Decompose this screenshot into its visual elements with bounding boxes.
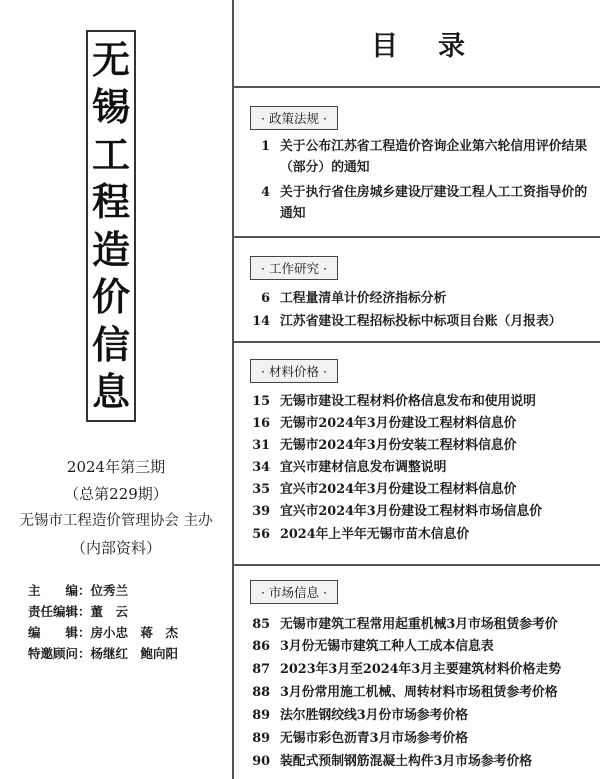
entry-title: 宜兴市建材信息发布调整说明 — [280, 460, 447, 475]
toc-entry[interactable] — [248, 435, 594, 456]
entry-title: 无锡市2024年3月份建设工程材料信息价 — [280, 416, 517, 431]
issue-info — [0, 454, 232, 562]
toc-entry[interactable] — [248, 659, 594, 680]
page-number: 89 — [252, 731, 270, 746]
page-number: 15 — [252, 394, 270, 409]
internal-note: （内部资料） — [70, 539, 161, 557]
entry-title: 2023年3月至2024年3月主要建筑材料价格走势 — [280, 662, 561, 677]
entry-title: 3月份无锡市建筑工种人工成本信息表 — [280, 639, 494, 654]
editor-role: 主 编： — [28, 583, 91, 598]
editorial-board — [28, 580, 228, 664]
page-number: 89 — [252, 708, 270, 723]
title-char: 锡 — [91, 84, 130, 130]
entry-title: 关于执行省住房城乡建设厅建设工程人工工资指导价的通知 — [280, 185, 588, 221]
total-issue: （总第229期） — [64, 485, 168, 503]
publication-title — [86, 30, 136, 422]
toc-section — [234, 343, 600, 566]
title-char: 造 — [91, 226, 130, 272]
toc-entry[interactable] — [248, 391, 594, 412]
entry-title: 无锡市彩色沥青3月市场参考价格 — [280, 731, 469, 746]
title-char: 价 — [91, 274, 130, 320]
toc-entry[interactable] — [248, 136, 594, 178]
toc-entry[interactable] — [248, 705, 594, 726]
table-of-contents — [232, 0, 600, 779]
toc-entry[interactable] — [248, 524, 594, 545]
editor-name: 杨继红 鲍向阳 — [90, 646, 179, 661]
entry-title: 装配式预制钢筋混凝土构件3月市场参考价格 — [280, 754, 533, 769]
toc-section — [234, 566, 600, 779]
title-char: 信 — [91, 321, 130, 367]
toc-entry[interactable] — [248, 311, 594, 332]
entry-title: 工程量清单计价经济指标分析 — [280, 291, 447, 306]
editor-name: 董 云 — [90, 604, 129, 619]
entry-title: 宜兴市2024年3月份建设工程材料市场信息价 — [280, 504, 543, 519]
issue-number: 2024年第三期 — [66, 458, 166, 476]
toc-entry[interactable] — [248, 636, 594, 657]
page-number: 85 — [252, 617, 270, 632]
publisher: 无锡市工程造价管理协会 主办 — [19, 513, 213, 529]
toc-entry[interactable] — [248, 413, 594, 434]
entry-title: 3月份常用施工机械、周转材料市场租赁参考价格 — [280, 685, 558, 700]
toc-entry[interactable] — [248, 501, 594, 522]
entry-title: 宜兴市2024年3月份建设工程材料信息价 — [280, 482, 517, 497]
section-header: · 政策法规 · — [250, 106, 338, 130]
title-char: 程 — [91, 179, 130, 225]
editor-role: 编 辑： — [28, 625, 91, 640]
toc-title: 目录 — [234, 0, 600, 88]
editor-row — [28, 622, 228, 643]
editor-row — [28, 601, 228, 622]
entry-title: 无锡市建设工程材料价格信息发布和使用说明 — [280, 394, 536, 409]
entry-title: 无锡市建筑工程常用起重机械3月市场租赁参考价 — [280, 617, 558, 632]
entry-title: 江苏省建设工程招标投标中标项目台账（月报表） — [280, 314, 562, 329]
section-header: · 市场信息 · — [250, 580, 338, 604]
page-number: 14 — [252, 314, 270, 329]
title-char: 工 — [91, 131, 130, 177]
toc-entry[interactable] — [248, 457, 594, 478]
section-header: · 工作研究 · — [250, 256, 338, 280]
toc-entry[interactable] — [248, 479, 594, 500]
page-number: 1 — [261, 139, 270, 154]
editor-role: 责任编辑： — [28, 604, 91, 619]
entry-title: 无锡市2024年3月份安装工程材料信息价 — [280, 438, 517, 453]
page-number: 39 — [252, 504, 270, 519]
toc-section — [234, 238, 600, 343]
page-number: 4 — [261, 185, 270, 200]
editor-role: 特邀顾问： — [28, 646, 91, 661]
page-number: 31 — [252, 438, 270, 453]
title-char: 无 — [91, 37, 130, 82]
toc-entry[interactable] — [248, 728, 594, 749]
editor-name: 位秀兰 — [90, 583, 129, 598]
entry-title: 法尔胜钢绞线3月份市场参考价格 — [280, 708, 469, 723]
page-number: 86 — [252, 639, 270, 654]
page-number: 87 — [252, 662, 270, 677]
cover-panel — [0, 0, 232, 779]
toc-entry[interactable] — [248, 614, 594, 635]
title-char: 息 — [91, 368, 130, 414]
entry-title: 2024年上半年无锡市苗木信息价 — [280, 527, 470, 542]
page-number: 34 — [252, 460, 270, 475]
toc-entry[interactable] — [248, 288, 594, 309]
page-number: 90 — [252, 754, 270, 769]
page-number: 88 — [252, 685, 270, 700]
toc-entry[interactable] — [248, 682, 594, 703]
page-number: 56 — [252, 527, 270, 542]
toc-entry[interactable] — [248, 182, 594, 224]
editor-row — [28, 580, 228, 601]
section-header: · 材料价格 · — [250, 359, 338, 383]
page-number: 16 — [252, 416, 270, 431]
toc-section — [234, 88, 600, 238]
page-number: 6 — [261, 291, 270, 306]
editor-row — [28, 643, 228, 664]
entry-title: 关于公布江苏省工程造价咨询企业第六轮信用评价结果（部分）的通知 — [280, 139, 588, 175]
page-number: 35 — [252, 482, 270, 497]
toc-entry[interactable] — [248, 751, 594, 772]
editor-name: 房小忠 蒋 杰 — [90, 625, 179, 640]
